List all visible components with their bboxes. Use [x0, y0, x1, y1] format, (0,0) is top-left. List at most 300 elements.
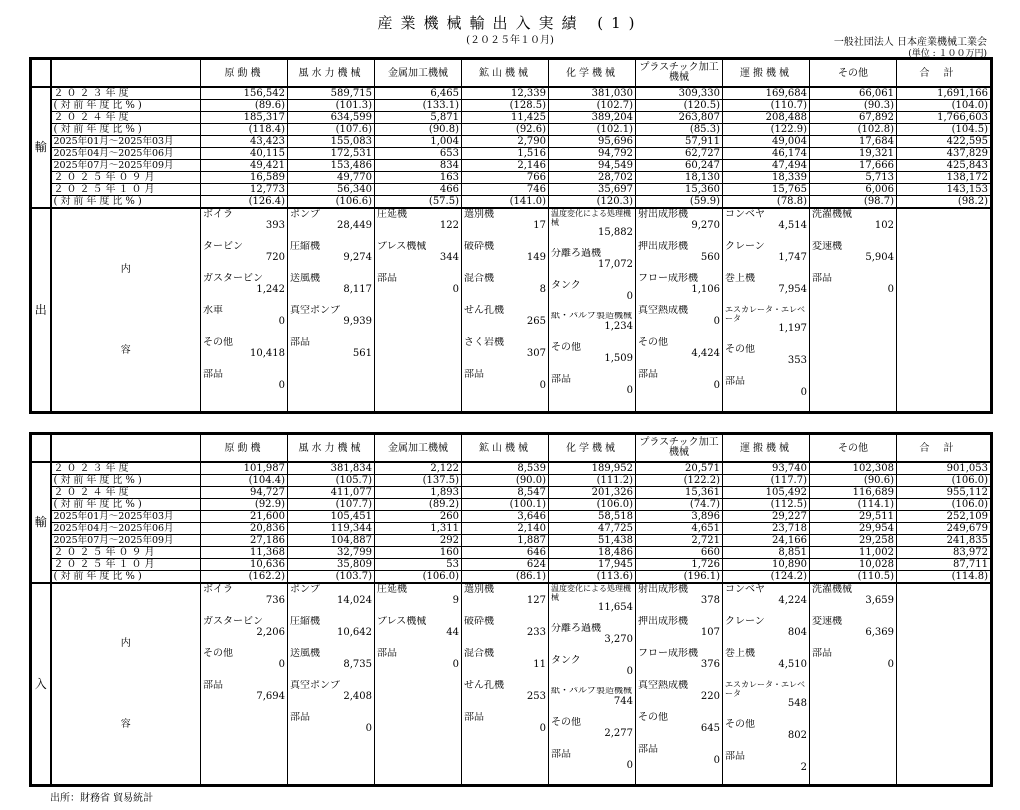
detail-item-name: その他: [638, 337, 668, 348]
detail-item-value: 14,024: [337, 595, 372, 606]
cell-value: (107.6): [288, 124, 375, 136]
detail-item-name: ボイラ: [203, 209, 233, 220]
page-subtitle: (２０２５年１０月): [466, 35, 554, 46]
detail-item-value: 10,642: [337, 627, 372, 638]
detail-item-value: 8,735: [343, 659, 372, 670]
detail-item: [551, 374, 633, 396]
detail-item-value: 7,954: [778, 284, 807, 295]
detail-row: [31, 208, 992, 413]
cell-value: (104.5): [897, 124, 992, 136]
detail-item-name: フロー成形機: [638, 273, 698, 284]
detail-item-value: 560: [700, 252, 720, 263]
detail-item: [725, 616, 807, 638]
detail-item-name: 選別機: [464, 209, 494, 220]
cell-value: 309,330: [636, 87, 723, 100]
detail-item-value: 3,659: [865, 595, 894, 606]
cell-value: 11,368: [201, 547, 288, 559]
contents-label-cell: [51, 208, 201, 413]
detail-item-name: 部品: [638, 369, 658, 380]
detail-item-name: 部品: [464, 369, 484, 380]
cell-value: 94,792: [549, 148, 636, 160]
detail-column: [462, 208, 549, 413]
cell-value: 8,851: [723, 547, 810, 559]
detail-item-value: 0: [713, 755, 720, 766]
data-row: [31, 112, 992, 124]
detail-item: [203, 273, 285, 295]
detail-item-name: さく岩機: [464, 337, 504, 348]
detail-item-value: 376: [700, 659, 720, 670]
detail-column: [288, 583, 375, 786]
detail-item: [290, 273, 372, 295]
cell-value: (100.1): [462, 499, 549, 511]
row-label: ２０２４年度: [51, 487, 201, 499]
cell-value: 634,599: [288, 112, 375, 124]
detail-item-name: 選別機: [464, 584, 494, 595]
column-header: 化学機械: [549, 59, 636, 88]
data-row: [31, 559, 992, 571]
cell-value: 1,887: [462, 535, 549, 547]
detail-item: [290, 648, 372, 670]
detail-item-value: 0: [452, 284, 459, 295]
detail-item: [725, 751, 807, 773]
detail-column-empty: [897, 583, 992, 786]
cell-value: 138,172: [897, 172, 992, 184]
detail-column: [549, 208, 636, 413]
column-header: 原動機: [201, 59, 288, 88]
detail-item: [725, 584, 807, 606]
detail-item-value: 253: [526, 691, 546, 702]
detail-item-value: 9,274: [343, 252, 372, 263]
cell-value: (128.5): [462, 100, 549, 112]
cell-value: 660: [636, 547, 723, 559]
row-label: ２０２５年１０月: [51, 184, 201, 196]
cell-value: 260: [375, 511, 462, 523]
detail-item: [638, 241, 720, 263]
row-label: (対前年度比%): [51, 196, 201, 209]
detail-item-value: 0: [365, 723, 372, 734]
detail-item: [725, 376, 807, 398]
detail-item: [725, 344, 807, 366]
cell-value: 185,317: [201, 112, 288, 124]
detail-item-name: プレス機械: [377, 241, 427, 252]
cell-value: (89.6): [201, 100, 288, 112]
detail-item-value: 0: [278, 659, 285, 670]
cell-value: 49,004: [723, 136, 810, 148]
cell-value: (90.3): [810, 100, 897, 112]
detail-item: [638, 584, 720, 606]
cell-value: 16,589: [201, 172, 288, 184]
detail-item-value: 5,904: [865, 252, 894, 263]
detail-item: [638, 744, 720, 766]
yoy-row: [31, 124, 992, 136]
detail-item-value: 6,369: [865, 627, 894, 638]
detail-item-name: コンベヤ: [725, 209, 765, 220]
cell-value: 11,425: [462, 112, 549, 124]
detail-item-name: 部品: [551, 749, 571, 760]
detail-item-value: 10,418: [250, 348, 285, 359]
cell-value: (110.7): [723, 100, 810, 112]
cell-value: 119,344: [288, 523, 375, 535]
cell-value: 425,843: [897, 160, 992, 172]
detail-item-value: 102: [874, 220, 894, 231]
detail-item-name: ポンプ: [290, 209, 320, 220]
detail-item: [203, 584, 285, 606]
cell-value: 437,829: [897, 148, 992, 160]
yoy-row: [31, 571, 992, 584]
column-header: 運搬機械: [723, 434, 810, 463]
detail-item-value: 220: [700, 691, 720, 702]
detail-item-name: 変速機: [812, 616, 842, 627]
detail-item: [725, 241, 807, 263]
detail-item-value: 0: [278, 316, 285, 327]
cell-value: 3,896: [636, 511, 723, 523]
detail-item-name: 射出成形機: [638, 584, 688, 595]
detail-item-value: 2,277: [604, 728, 633, 739]
detail-item: [203, 680, 285, 702]
detail-item: [812, 241, 894, 263]
cell-value: 1,311: [375, 523, 462, 535]
header-side-cell: [31, 59, 51, 88]
column-header: 原動機: [201, 434, 288, 463]
detail-item-value: 0: [626, 385, 633, 396]
detail-item-value: 344: [439, 252, 459, 263]
cell-value: 15,361: [636, 487, 723, 499]
cell-value: 1,726: [636, 559, 723, 571]
contents-label-cell: [51, 583, 201, 786]
detail-item: [377, 616, 459, 638]
detail-item: [377, 209, 459, 231]
detail-item-name: 洗濯機械: [812, 209, 852, 220]
organization-name: 一般社団法人 日本産業機械工業会: [833, 37, 987, 48]
detail-item-value: 1,197: [778, 323, 807, 334]
detail-item: [464, 648, 546, 670]
detail-item-name: 圧縮機: [290, 241, 320, 252]
detail-item-value: 15,882: [598, 227, 633, 238]
cell-value: 292: [375, 535, 462, 547]
cell-value: 422,595: [897, 136, 992, 148]
detail-item-name: その他: [551, 717, 581, 728]
contents-label-2: 容: [120, 719, 131, 730]
detail-item-name: プレス機械: [377, 616, 427, 627]
cell-value: 143,153: [897, 184, 992, 196]
detail-item-name: その他: [203, 337, 233, 348]
cell-value: 1,766,603: [897, 112, 992, 124]
contents-label-1: 内: [120, 264, 131, 275]
detail-item: [377, 273, 459, 295]
detail-item: [290, 616, 372, 638]
cell-value: 160: [375, 547, 462, 559]
cell-value: 2,140: [462, 523, 549, 535]
row-label: 2025年07月～2025年09月: [51, 535, 201, 547]
cell-value: 10,028: [810, 559, 897, 571]
data-row: [31, 511, 992, 523]
detail-item: [638, 712, 720, 734]
side-column: [31, 462, 51, 583]
detail-item-value: 4,224: [778, 595, 807, 606]
detail-item-name: 押出成形機: [638, 241, 688, 252]
cell-value: 12,773: [201, 184, 288, 196]
cell-value: (103.7): [288, 571, 375, 584]
detail-item-name: 射出成形機: [638, 209, 688, 220]
cell-value: 18,130: [636, 172, 723, 184]
cell-value: (110.5): [810, 571, 897, 584]
cell-value: 87,711: [897, 559, 992, 571]
detail-item-name: その他: [203, 648, 233, 659]
detail-item: [638, 369, 720, 391]
cell-value: 156,542: [201, 87, 288, 100]
cell-value: 2,122: [375, 462, 462, 475]
row-label: ２０２３年度: [51, 462, 201, 475]
cell-value: (92.9): [201, 499, 288, 511]
cell-value: 21,600: [201, 511, 288, 523]
cell-value: 163: [375, 172, 462, 184]
detail-item: [464, 712, 546, 734]
detail-item: [725, 209, 807, 231]
cell-value: (106.0): [897, 499, 992, 511]
detail-column: [201, 208, 288, 413]
detail-item: [203, 369, 285, 391]
detail-item-value: 44: [446, 627, 459, 638]
detail-item-value: 11,654: [598, 602, 633, 613]
header-blank-cell: [51, 59, 201, 88]
detail-item: [638, 337, 720, 359]
cell-value: (101.3): [288, 100, 375, 112]
column-header: プラスチック加工機械: [636, 434, 723, 463]
detail-item-value: 0: [539, 380, 546, 391]
detail-item-value: 4,424: [691, 348, 720, 359]
cell-value: 60,247: [636, 160, 723, 172]
detail-item-value: 353: [787, 355, 807, 366]
cell-value: 10,636: [201, 559, 288, 571]
cell-value: 589,715: [288, 87, 375, 100]
cell-value: 201,326: [549, 487, 636, 499]
detail-item-name: 真空熱成機: [638, 680, 688, 691]
cell-value: 49,421: [201, 160, 288, 172]
detail-item-name: コンベヤ: [725, 584, 765, 595]
detail-item: [638, 273, 720, 295]
detail-item: [551, 248, 633, 270]
detail-column: [375, 583, 462, 786]
detail-item-name: 温度変化による処理機械: [551, 209, 631, 227]
detail-item: [551, 312, 633, 332]
detail-item-name: 混合機: [464, 648, 494, 659]
detail-item-value: 720: [265, 252, 285, 263]
detail-item-value: 4,514: [778, 220, 807, 231]
cell-value: 15,360: [636, 184, 723, 196]
row-label: ２０２５年１０月: [51, 559, 201, 571]
cell-value: 381,030: [549, 87, 636, 100]
detail-item-name: 破砕機: [464, 241, 494, 252]
detail-item: [203, 337, 285, 359]
cell-value: 189,952: [549, 462, 636, 475]
cell-value: 43,423: [201, 136, 288, 148]
detail-column: [636, 208, 723, 413]
cell-value: (104.4): [201, 475, 288, 487]
detail-item-value: 0: [452, 659, 459, 670]
detail-item: [725, 719, 807, 741]
export-table: [29, 57, 993, 414]
detail-item-name: 部品: [377, 648, 397, 659]
cell-value: (120.3): [549, 196, 636, 209]
cell-value: 155,083: [288, 136, 375, 148]
cell-value: 6,006: [810, 184, 897, 196]
detail-item: [464, 584, 546, 606]
column-header: 運搬機械: [723, 59, 810, 88]
cell-value: (86.1): [462, 571, 549, 584]
detail-item-name: 部品: [203, 680, 223, 691]
detail-item-value: 9,939: [343, 316, 372, 327]
cell-value: (118.4): [201, 124, 288, 136]
cell-value: 19,321: [810, 148, 897, 160]
cell-value: 53: [375, 559, 462, 571]
detail-column: [723, 583, 810, 786]
detail-column: [201, 583, 288, 786]
detail-item-value: 9,270: [691, 220, 720, 231]
column-header: 金属加工機械: [375, 59, 462, 88]
detail-item: [464, 209, 546, 231]
column-header: その他: [810, 59, 897, 88]
cell-value: 2,721: [636, 535, 723, 547]
detail-item: [812, 584, 894, 606]
cell-value: 23,718: [723, 523, 810, 535]
detail-item-name: ガスタービン: [203, 616, 263, 627]
cell-value: 1,691,166: [897, 87, 992, 100]
detail-item-value: 802: [787, 730, 807, 741]
cell-value: 249,679: [897, 523, 992, 535]
detail-item-value: 2: [800, 762, 807, 773]
cell-value: 29,258: [810, 535, 897, 547]
cell-value: 29,954: [810, 523, 897, 535]
detail-item-name: ガスタービン: [203, 273, 263, 284]
detail-item-name: 巻上機: [725, 648, 755, 659]
detail-column: [810, 208, 897, 413]
cell-value: 94,549: [549, 160, 636, 172]
cell-value: (126.4): [201, 196, 288, 209]
cell-value: 67,892: [810, 112, 897, 124]
data-row: [31, 184, 992, 196]
cell-value: 766: [462, 172, 549, 184]
cell-value: 28,702: [549, 172, 636, 184]
cell-value: (122.9): [723, 124, 810, 136]
detail-item-value: 378: [700, 595, 720, 606]
detail-item: [551, 749, 633, 771]
detail-item-value: 804: [787, 627, 807, 638]
detail-item: [551, 342, 633, 364]
detail-item-name: その他: [551, 342, 581, 353]
contents-label-2: 容: [120, 345, 131, 356]
cell-value: (85.3): [636, 124, 723, 136]
cell-value: 46,174: [723, 148, 810, 160]
detail-item-name: ボイラ: [203, 584, 233, 595]
detail-item: [551, 687, 633, 707]
detail-item-value: 0: [800, 387, 807, 398]
detail-item: [812, 209, 894, 231]
detail-item-value: 307: [526, 348, 546, 359]
detail-item-value: 233: [526, 627, 546, 638]
yoy-row: [31, 196, 992, 209]
row-label: (対前年度比%): [51, 571, 201, 584]
cell-value: (162.2): [201, 571, 288, 584]
cell-value: 381,834: [288, 462, 375, 475]
detail-item-value: 2,408: [343, 691, 372, 702]
detail-column-empty: [897, 208, 992, 413]
detail-item-name: 変速機: [812, 241, 842, 252]
cell-value: 746: [462, 184, 549, 196]
cell-value: 263,807: [636, 112, 723, 124]
cell-value: (90.6): [810, 475, 897, 487]
detail-item: [638, 305, 720, 327]
detail-item-value: 127: [526, 595, 546, 606]
detail-item-name: 真空ポンプ: [290, 680, 340, 691]
cell-value: (107.7): [288, 499, 375, 511]
detail-item-value: 0: [713, 316, 720, 327]
column-header: 金属加工機械: [375, 434, 462, 463]
cell-value: 389,204: [549, 112, 636, 124]
detail-item-name: ポンプ: [290, 584, 320, 595]
detail-item: [812, 273, 894, 295]
cell-value: 56,340: [288, 184, 375, 196]
detail-item-name: 部品: [551, 374, 571, 385]
detail-item-value: 645: [700, 723, 720, 734]
cell-value: 40,115: [201, 148, 288, 160]
yoy-row: [31, 499, 992, 511]
cell-value: (59.9): [636, 196, 723, 209]
source-note: 出所：財務省 貿易統計: [50, 793, 154, 804]
cell-value: 6,465: [375, 87, 462, 100]
detail-item-name: 真空熱成機: [638, 305, 688, 316]
detail-item-value: 122: [439, 220, 459, 231]
import-table: [29, 432, 993, 787]
detail-item-name: クレーン: [725, 616, 765, 627]
cell-value: 653: [375, 148, 462, 160]
detail-item-name: 部品: [725, 376, 745, 387]
cell-value: 17,945: [549, 559, 636, 571]
side-column: [31, 583, 51, 786]
cell-value: (104.0): [897, 100, 992, 112]
detail-column: [375, 208, 462, 413]
detail-item: [725, 305, 807, 334]
cell-value: (114.1): [810, 499, 897, 511]
detail-item-value: 1,509: [604, 353, 633, 364]
detail-item-value: 561: [352, 348, 372, 359]
cell-value: (196.1): [636, 571, 723, 584]
column-header: プラスチック加工機械: [636, 59, 723, 88]
detail-item-value: 1,242: [256, 284, 285, 295]
row-label: (対前年度比%): [51, 499, 201, 511]
cell-value: (122.2): [636, 475, 723, 487]
detail-item: [464, 369, 546, 391]
cell-value: 8,539: [462, 462, 549, 475]
detail-item: [290, 712, 372, 734]
cell-value: (106.0): [549, 499, 636, 511]
detail-column: [462, 583, 549, 786]
detail-item-name: せん孔機: [464, 305, 504, 316]
cell-value: 1,893: [375, 487, 462, 499]
cell-value: 27,186: [201, 535, 288, 547]
cell-value: 94,727: [201, 487, 288, 499]
detail-item: [290, 241, 372, 263]
cell-value: (137.5): [375, 475, 462, 487]
detail-item: [290, 209, 372, 231]
cell-value: 35,697: [549, 184, 636, 196]
detail-item-value: 0: [626, 760, 633, 771]
cell-value: 10,890: [723, 559, 810, 571]
detail-item-name: エスカレータ・エレベータ: [725, 680, 805, 698]
cell-value: 58,518: [549, 511, 636, 523]
detail-item-value: 17,072: [598, 259, 633, 270]
row-label: ２０２５年０９月: [51, 172, 201, 184]
cell-value: 32,799: [288, 547, 375, 559]
